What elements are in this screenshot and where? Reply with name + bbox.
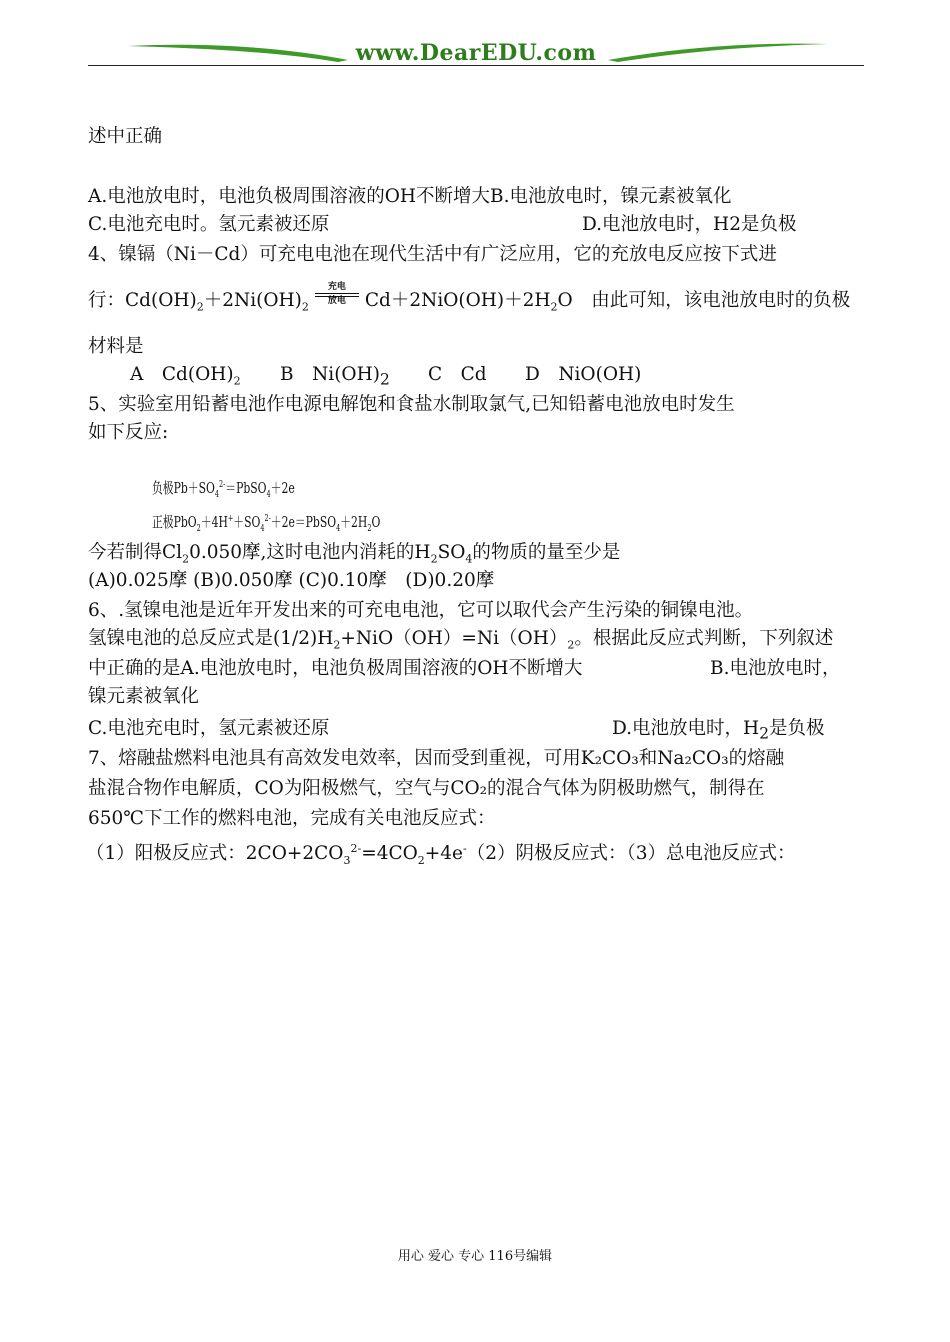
text-line: 氢镍电池的总反应式是$(1/2)H_2+NiO(OH)=Ni(OH)_2$。根据此反应式判断，下列叙述 <box>88 628 834 652</box>
page-header <box>88 38 864 68</box>
text-line: A.电池放电时，电池负极周围溶液的OH不断增大B.电池放电时，镍元素被氧化 <box>88 186 732 207</box>
page-footer: 用心 爱心 专心 116号编辑 <box>397 1249 553 1264</box>
text-line: C.电池充电时，氢元素被还原 <box>88 718 330 739</box>
text-line: 材料是 <box>88 336 144 357</box>
equation-negative: 负极$Pb+SO_4^{2-}=PbSO_4+2e$ <box>152 479 295 500</box>
equation-line: 行：$Cd(OH)_2+2Ni(OH)_2$ 充电 放电 $Cd+2NiO(OH)+2H_2O$ 由此可知，该电池放电时的负极 <box>88 282 851 314</box>
text-line: 如下反应: <box>88 422 169 443</box>
site-logo: www.DearEDU.com <box>355 40 597 66</box>
text-line: 中正确的是A.电池放电时，电池负极周围溶液的OH不断增大 <box>88 658 583 679</box>
equation-positive: 正极$PbO_2+4H^++SO_4^{2-}+2e=PbSO_4+2H_2O$ <box>152 513 381 534</box>
text-line: 镍元素被氧化 <box>88 686 200 707</box>
text-line: 4、镍镉（Ni－Cd）可充电电池在现代生活中有广泛应用，它的充放电反应按下式进 <box>88 244 777 265</box>
option-line: A $Cd(OH)_2$ <box>130 364 241 388</box>
text-line: 5、实验室用铅蓄电池作电源电解饱和食盐水制取氯气,已知铅蓄电池放电时发生 <box>88 394 735 415</box>
reversible-arrow-icon: 充电 放电 <box>311 291 363 311</box>
text-line: 7、熔融盐燃料电池具有高效发电效率，因而受到重视，可用K₂CO₃和Na₂CO₃的熔融 <box>88 748 785 769</box>
text-line: 盐混合物作电解质，CO为阳极燃气，空气与CO₂的混合气体为阴极助燃气，制得在 <box>88 778 765 799</box>
text-line: C.电池充电时。氢元素被还原 <box>88 214 330 235</box>
header-rule <box>88 65 864 66</box>
text-line: 6、.氢镍电池是近年开发出来的可充电电池，它可以取代会产生污染的铜镍电池。 <box>88 600 754 621</box>
text-line: B.电池放电时， <box>710 658 841 679</box>
text-line: 述中正确 <box>88 126 163 147</box>
text-line: 650℃下工作的燃料电池，完成有关电池反应式： <box>88 808 496 829</box>
option-line: D NiO(OH) <box>525 364 642 385</box>
option-line: C Cd <box>428 364 487 385</box>
option-line: B $Ni(OH)_2$ <box>280 364 390 389</box>
text-line: （1）阳极反应式：$2CO+2CO_3^{2-}=4CO_2+4e^-(2)$阴极反应式：（3）总电池反应式： <box>86 842 796 867</box>
text-line: D.电池放电时，H2是负极 <box>582 214 797 235</box>
text-line: 今若制得$Cl_20.050$摩,这时电池内消耗的$H_2SO_4$的物质的量至少是 <box>88 542 621 566</box>
text-line: D.电池放电时，$H_2$是负极 <box>612 718 825 743</box>
text-line: (A)0.025摩 (B)0.050摩 (C)0.10摩 (D)0.20摩 <box>88 570 495 591</box>
